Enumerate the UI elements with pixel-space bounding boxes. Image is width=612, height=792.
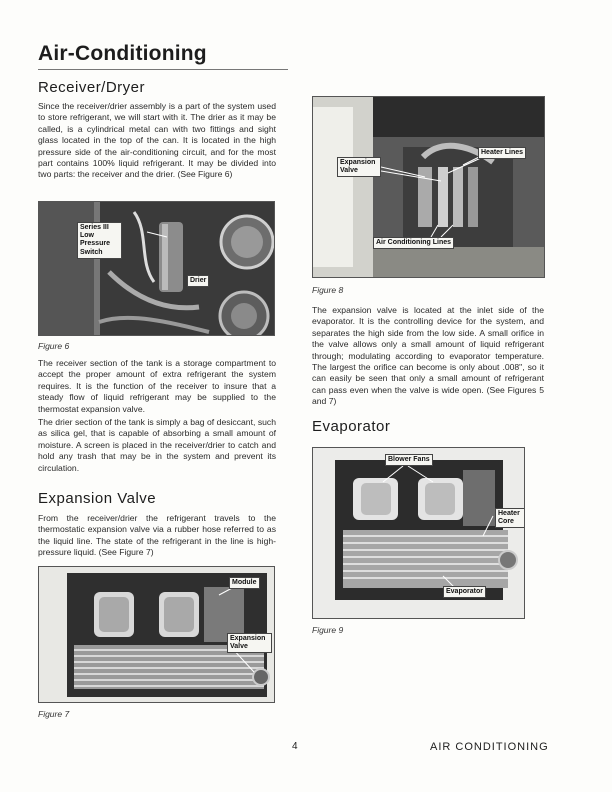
title-rule xyxy=(38,69,288,70)
receiver-dryer-heading: Receiver/Dryer xyxy=(38,79,146,96)
page-number: 4 xyxy=(292,741,298,752)
figure-9-photo xyxy=(312,447,525,619)
figure-9-label-fans: Blower Fans xyxy=(385,454,433,466)
figure-8-label-heater: Heater Lines xyxy=(478,147,526,159)
expansion-valve-heading: Expansion Valve xyxy=(38,490,157,507)
figure-8-photo xyxy=(312,96,545,278)
figure-8-caption: Figure 8 xyxy=(312,285,344,295)
figure-9-label-evap: Evaporator xyxy=(443,586,486,598)
figure-6-illustration xyxy=(39,202,275,336)
figure-9-illustration xyxy=(313,448,525,619)
figure-6-photo xyxy=(38,201,275,336)
figure-7-photo xyxy=(38,566,275,703)
figure-7-label-valve: Expansion Valve xyxy=(227,633,272,653)
figure-8-label-ac: Air Conditioning Lines xyxy=(373,237,454,249)
figure-7-label-module: Module xyxy=(229,577,260,589)
receiver-dryer-paragraph-3: The drier section of the tank is simply a bag of desiccant, such as silica gel, that is capable of absorbing a small amount of moisture. A screen is placed in the receiver/drier to catch and hold any trash that may be in the system and prevent its circulation. xyxy=(38,417,276,473)
figure-6-label-switch: Series III Low Pressure Switch xyxy=(77,222,122,259)
figure-9-label-core: Heater Core xyxy=(495,508,525,528)
figure-6-caption: Figure 6 xyxy=(38,341,70,351)
expansion-valve-paragraph-2: The expansion valve is located at the inlet side of the evaporator. It is the controlling device for the system, and separates the high side from the low side. A small orifice in the valve allows only a small amount of liquid refrigerant through; modulating according to evaporator temperature. The largest the orifice can become is only about .008", so it can easily be seen that only a small amount of refrigerant can pass even when the valve is wide open. (See Figures 5 and 7) xyxy=(312,305,544,407)
receiver-dryer-paragraph-2: The receiver section of the tank is a storage compartment to accept the proper amount of extra refrigerant the system requires. It is the function of the receiver to insure that a steady flow of liquid refrigerant may be supplied to the thermostat expansion valve. xyxy=(38,358,276,414)
evaporator-heading: Evaporator xyxy=(312,418,391,435)
figure-8-label-valve: Expansion Valve xyxy=(337,157,381,177)
expansion-valve-paragraph-1: From the receiver/drier the refrigerant travels to the thermostatic expansion valve via a rubber hose referred to as the liquid line. The state of the refrigerant in the line is high-pressure liquid. (See Figure 7) xyxy=(38,513,276,558)
page-title: Air-Conditioning xyxy=(38,42,207,65)
figure-8-illustration xyxy=(313,97,545,278)
receiver-dryer-paragraph-1: Since the receiver/drier assembly is a part of the system used to store refrigerant, we will start with it. The drier as it may be called, is a cylindrical metal can with two fittings and sight glass located in the top of the can. It is located in the high pressure side of the air-conditioning circuit, and for the most part contains 100% liquid refrigerant. It may be divided into two parts: the receiver and the drier. (See Figure 6) xyxy=(38,101,276,180)
figure-6-label-drier: Drier xyxy=(187,275,209,287)
figure-7-caption: Figure 7 xyxy=(38,709,70,719)
footer-title: AIR CONDITIONING xyxy=(430,741,549,753)
figure-9-caption: Figure 9 xyxy=(312,625,344,635)
